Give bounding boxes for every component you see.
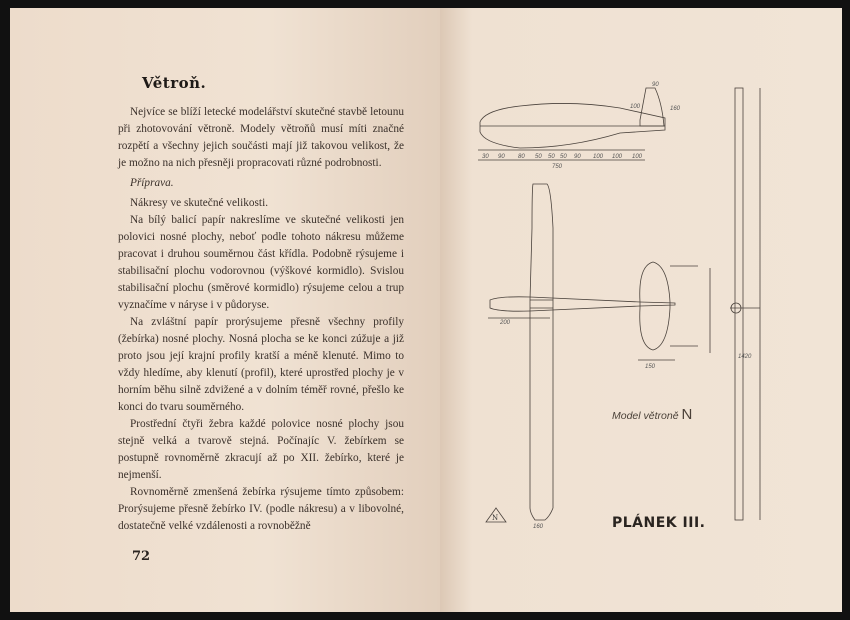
dim-label: 100 xyxy=(630,104,641,110)
paragraph-zmensena: Rovnoměrně zmenšená žebírka rýsujeme tímto způsobem: Prorýsujeme přesně žebírko IV. (podle nákresu) a v libovolné, dostatečně velké vzdálenosti a rovnoběžně xyxy=(118,486,404,532)
dim-label: 50 xyxy=(548,154,555,160)
caption-text: Model větroně xyxy=(612,410,679,422)
paragraph-profily: Na zvláštní papír prorýsujeme přesně všechny profily (žebírka) nosné plochy. Nosná plocha se ke konci zúžuje a již proto jsou její krajní profily kratší a méně klenuté. Mimo to vždy hledíme, aby klenutí (profil), které uprostřed plochy je v horním běhu silně zdvižené a v dolním téměř rovné, přešlo ke konci do tvaru souměrného. xyxy=(118,316,404,413)
dim-label: 100 xyxy=(612,154,623,160)
dim-label: 100 xyxy=(593,154,604,160)
span-label: 1420 xyxy=(738,354,752,360)
dim-label: 160 xyxy=(533,524,544,530)
dim-label: 100 xyxy=(632,154,643,160)
wing-planform xyxy=(530,184,553,520)
caption-letter: N xyxy=(681,406,693,423)
left-page xyxy=(10,8,440,612)
paragraph-balici-papir: Na bílý balicí papír nakreslíme ve skutečné velikosti jen polovici nosné plochy, neboť podle tohoto nákresu můžeme pracovat i druhou souměrnou část křídla. Podobně rýsujeme i stabilisační plochu vodorovnou (výškové kormidlo). Svislou stabilisační plochu (směrové kormidlo) rýsujeme celou a trup vyznačíme v nárysе i v půdoryse. xyxy=(118,214,404,311)
dim-label: 150 xyxy=(645,364,656,370)
section-heading-priprava xyxy=(118,175,404,192)
dim-label: 50 xyxy=(535,154,542,160)
fin-side-view xyxy=(640,88,664,126)
paragraph-nakresy: Nákresy ve skutečné velikosti. xyxy=(130,197,269,209)
dim-label: 90 xyxy=(574,154,581,160)
chapter-title: Větroň. xyxy=(142,74,207,92)
body-text xyxy=(118,104,404,565)
dimension-labels xyxy=(482,82,752,530)
drawing-caption xyxy=(612,406,692,423)
dim-label: 90 xyxy=(652,82,659,88)
dim-label: 80 xyxy=(518,154,525,160)
section-heading-text: Příprava. xyxy=(130,177,174,189)
paragraph-intro: Nejvíce se blíží letecké modelářství skutečné stavbě letounu při zhotovování větroně. Modely větroňů musí míti značné rozpětí a všechny jejich součásti mají již takovou velikost, že je možno na nich přesněji propracovati různé podrobnosti. xyxy=(118,106,404,169)
right-page xyxy=(440,8,842,612)
fuselage-length-label: 750 xyxy=(552,164,563,170)
dim-label: 160 xyxy=(670,106,681,112)
dim-label: 30 xyxy=(482,154,489,160)
fuselage-top-view xyxy=(490,297,675,311)
dim-label: 50 xyxy=(560,154,567,160)
plan-title: PLÁNEK III. xyxy=(612,515,706,531)
logo-letter: N xyxy=(492,514,499,522)
paragraph-zebra: Prostřední čtyři žebra každé polovice nosné plochy jsou stejně velká a tvarově stejná. Počínajíc V. žebírkem se postupně rovnoměrně zkracují až po XII. žebírko, které je nejmenší. xyxy=(118,418,404,481)
dim-label: 90 xyxy=(498,154,505,160)
page-number: 72 xyxy=(132,549,151,564)
dim-label: 200 xyxy=(500,320,511,326)
